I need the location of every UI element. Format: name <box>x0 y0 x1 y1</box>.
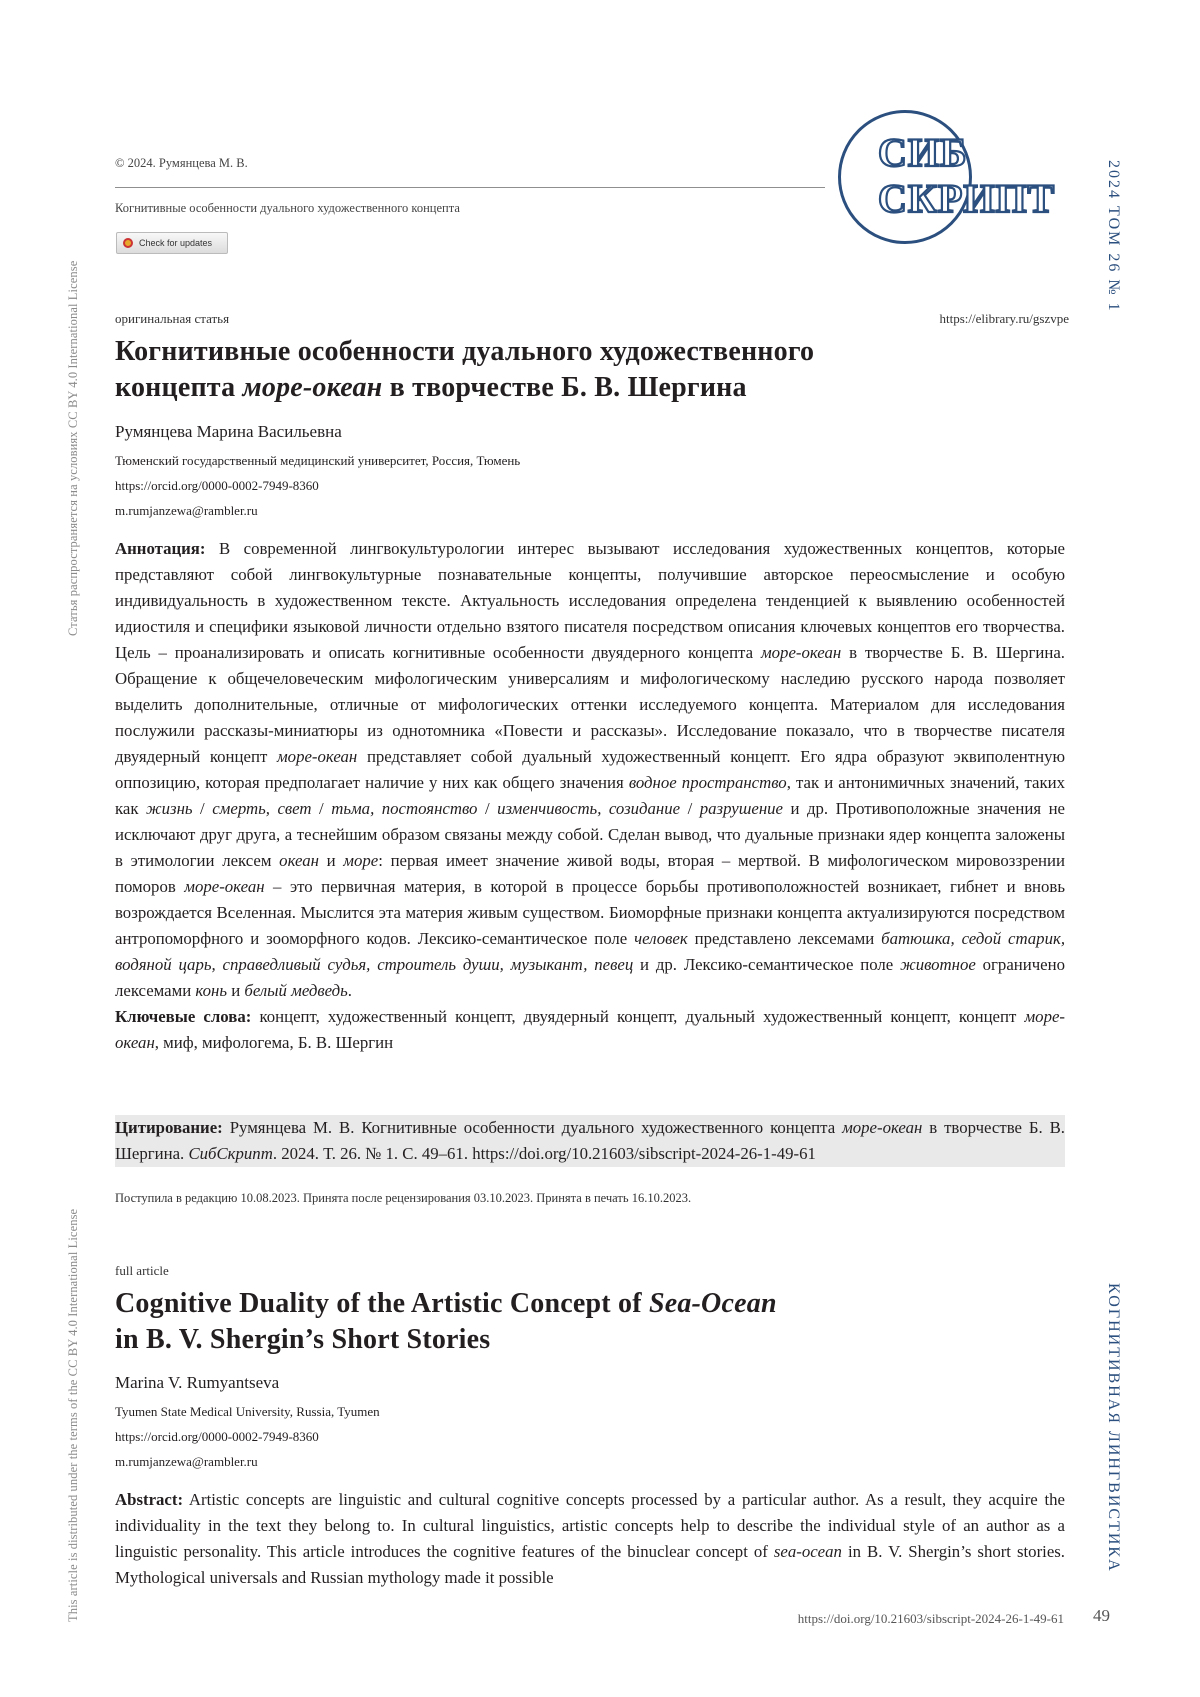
page-number: 49 <box>1093 1606 1110 1625</box>
header-rule <box>115 187 825 188</box>
check-updates-label: Check for updates <box>139 238 213 248</box>
ru-title <box>115 334 995 406</box>
volume-label: 2024 ТОМ 26 № 1 <box>1105 160 1122 313</box>
ru-citation: Цитирование: Румянцева М. В. Когнитивные особенности дуального художественного концепта море-океан в творчестве Б. В. Шергина. СибСкрипт. 2024. Т. 26. № 1. С. 49–61. https://doi.org/10.21603/sibscript-2024-26-1-49-61 <box>115 1115 1065 1167</box>
ru-abstract: Аннотация: В современной лингвокультурологии интерес вызывают исследования художественных концептов, которые представляют собой лингвокультурные познавательные концепты, получившие авторское переосмысление и особую индивидуальность в художественном тексте. Актуальность исследования определена тенденцией к выявлению особенностей идиостиля и специфики языковой личности отдельно взятого писателя посредством описания ключевых концептов его творчества. Цель – проанализировать и описать когнитивные особенности двуядерного концепта море-океан в творчестве Б. В. Шергина. Обращение к общечеловеческим мифологическим универсалиям и мифологическому наследию русского народа позволяет выделить дополнительные, отличные от мифологических оттенки исследуемого концепта. Материалом для исследования послужили рассказы-миниатюры из однотомника «Повести и рассказы». Исследование показало, что в творчестве писателя двуядерный концепт море-океан представляет собой дуальный художественный концепт. Его ядра образуют эквиполентную оппозицию, которая предполагает наличие у них как общего значения водное пространство, так и антонимичных значений, таких как жизнь / смерть, свет / тьма, постоянство / изменчивость, созидание / разрушение и др. Противоположные значения не исключают друг друга, а теснейшим образом связаны между собой. Сделан вывод, что дуальные признаки ядер концепта заложены в этимологии лексем океан и море: первая имеет значение живой воды, вторая – мертвой. В мифологическом мировоззрении поморов море-океан – это первичная материя, в которой в процессе борьбы противоположностей возникает, гибнет и вновь возрождается Вселенная. Мыслится эта материя живым существом. Биоморфные признаки концепта актуализируются посредством антропоморфного и зооморфного кодов. Лексико-семантическое поле человек представлено лексемами батюшка, седой старик, водяной царь, справедливый судья, строитель души, музыкант, певец и др. Лексико-семантическое поле животное ограничено лексемами конь и белый медведь. Ключевые слова: концепт, художественный концепт, двуядерный концепт, дуальный художественный концепт, концепт море-океан, миф, мифологема, Б. В. Шергин <box>115 539 1066 1052</box>
side-license-en: This article is distributed under the terms of the CC BY 4.0 International License <box>66 1208 80 1622</box>
logo-line2: СКРИПТ <box>878 176 1056 221</box>
en-abstract-label: Abstract: <box>115 1490 184 1509</box>
logo-line1: СИБ <box>878 130 968 175</box>
ru-affiliation-name: Тюменский государственный медицинский университет, Россия, Тюмень <box>115 453 521 468</box>
side-license-ru: Статья распространяется на условиях CC BY 4.0 International License <box>66 260 80 636</box>
en-email[interactable]: m.rumjanzewa@rambler.ru <box>115 1454 258 1469</box>
ru-keywords-label: Ключевые слова: <box>115 1007 252 1026</box>
en-author: Marina V. Rumyantseva <box>115 1373 280 1392</box>
en-title-italic: Sea-Ocean <box>648 1288 777 1319</box>
ru-article-url[interactable]: https://elibrary.ru/gszvpe <box>939 311 1069 326</box>
en-title <box>115 1286 995 1358</box>
journal-logo <box>838 106 1068 246</box>
en-affiliation <box>115 1399 380 1474</box>
ru-abstract-label: Аннотация: <box>115 539 206 558</box>
ru-title-line2: концепта море-океан в творчестве Б. В. Шергина <box>115 372 747 403</box>
en-affiliation-name: Tyumen State Medical University, Russia, Tyumen <box>115 1404 380 1419</box>
ru-title-line1: Когнитивные особенности дуального художественного <box>115 336 815 367</box>
ru-orcid[interactable]: https://orcid.org/0000-0002-7949-8360 <box>115 478 319 493</box>
en-article-type: full article <box>115 1263 169 1278</box>
en-title-line1: Cognitive Duality of the Artistic Concept of Sea-Ocean <box>115 1288 777 1319</box>
logo-text <box>838 106 1068 246</box>
ru-citation-label: Цитирование: <box>115 1118 223 1137</box>
ru-author: Румянцева Марина Васильевна <box>115 422 342 441</box>
en-abstract: Abstract: Artistic concepts are linguistic and cultural cognitive concepts processed by a particular author. As a result, they acquire the individuality in the text they belong to. In cultural linguistics, artistic concepts help to describe the individual style of an author as a linguistic personality. This article introduces the cognitive features of the binuclear concept of sea-ocean in B. V. Shergin’s short stories. Mythological universals and Russian mythology made it possible <box>115 1490 1065 1587</box>
check-for-updates-button[interactable] <box>116 232 228 254</box>
en-orcid[interactable]: https://orcid.org/0000-0002-7949-8360 <box>115 1429 319 1444</box>
section-label: КОГНИТИВНАЯ ЛИНГВИСТИКА <box>1105 1283 1122 1573</box>
ru-affiliation <box>115 448 520 523</box>
ru-received: Поступила в редакцию 10.08.2023. Принята после рецензирования 03.10.2023. Принята в печать 16.10.2023. <box>115 1191 692 1205</box>
ru-article-type: оригинальная статья <box>115 311 230 326</box>
copyright: © 2024. Румянцева М. В. <box>115 156 248 170</box>
en-title-line2: in B. V. Shergin’s Short Stories <box>115 1324 491 1355</box>
footer-doi[interactable]: https://doi.org/10.21603/sibscript-2024-26-1-49-61 <box>797 1611 1064 1626</box>
check-updates-icon <box>123 238 133 248</box>
ru-email[interactable]: m.rumjanzewa@rambler.ru <box>115 503 258 518</box>
running-title: Когнитивные особенности дуального художественного концепта <box>115 201 460 215</box>
ru-title-italic: море-океан <box>242 372 383 403</box>
